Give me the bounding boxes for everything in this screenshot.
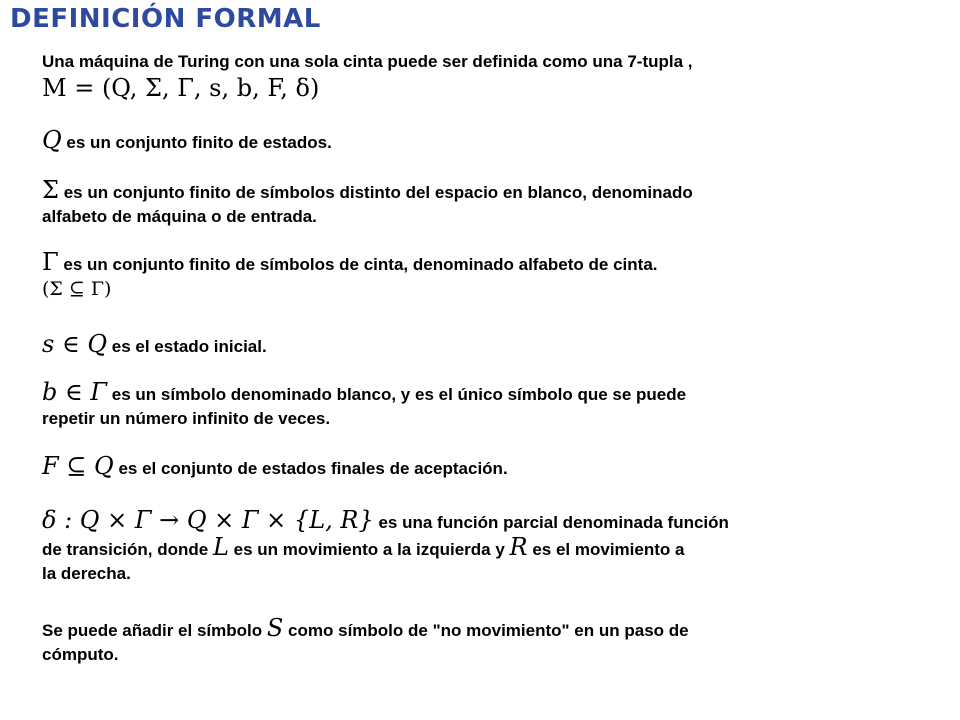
tuple-formula: M = (Q, Σ, Γ, s, b, F, δ) [42,74,320,102]
paragraph-tape-alphabet [42,250,658,301]
symbol-gamma: Γ [42,248,59,276]
transition-formula: δ : Q × Γ → Q × Γ × {L, R} [42,506,374,534]
blank-formula: b ∈ Γ [42,378,108,406]
paragraph-final-states [42,454,508,481]
paragraph-transition [42,508,729,586]
paragraph-input-alphabet [42,178,693,229]
initial-state-text: es el estado inicial. [111,337,267,356]
subset-formula: (Σ ⊆ Γ) [42,278,112,300]
tuple-intro-text: Una máquina de Turing con una sola cinta puede ser definida como una 7-tupla , [42,52,693,71]
final-states-text: es el conjunto de estados finales de aceptación. [118,459,508,478]
no-movement-line1-a: Se puede añadir el símbolo [42,621,263,640]
blank-line1: es un símbolo denominado blanco, y es el único símbolo que se puede [111,385,687,404]
symbol-sigma: Σ [42,176,59,204]
paragraph-states [42,128,332,155]
no-movement-line1-b: como símbolo de "no movimiento" en un paso de [288,621,689,640]
symbol-r: R [509,533,528,561]
transition-line2-b: es un movimiento a la izquierda y [233,540,505,559]
definition-document [34,42,914,682]
transition-line2-c: es el movimiento a [532,540,685,559]
input-alphabet-line2: alfabeto de máquina o de entrada. [42,207,317,226]
tape-alphabet-text: es un conjunto finito de símbolos de cinta, denominado alfabeto de cinta. [63,255,658,274]
symbol-s: S [266,614,284,642]
paragraph-initial-state [42,332,267,359]
states-text: es un conjunto finito de estados. [66,133,332,152]
no-movement-line2: cómputo. [42,645,119,664]
page-title: DEFINICIÓN FORMAL [10,4,321,34]
paragraph-no-movement [42,616,689,667]
blank-line2: repetir un número infinito de veces. [42,409,331,428]
paragraph-tuple [42,50,693,100]
initial-state-formula: s ∈ Q [42,330,108,358]
symbol-q: Q [42,126,62,154]
transition-line3: la derecha. [42,564,131,583]
final-states-formula: F ⊆ Q [42,452,114,480]
input-alphabet-line1: es un conjunto finito de símbolos distinto del espacio en blanco, denominado [63,183,693,202]
transition-line2-a: de transición, donde [42,540,209,559]
transition-line1: es una función parcial denominada función [378,513,729,532]
paragraph-blank [42,380,686,431]
symbol-l: L [212,533,229,561]
